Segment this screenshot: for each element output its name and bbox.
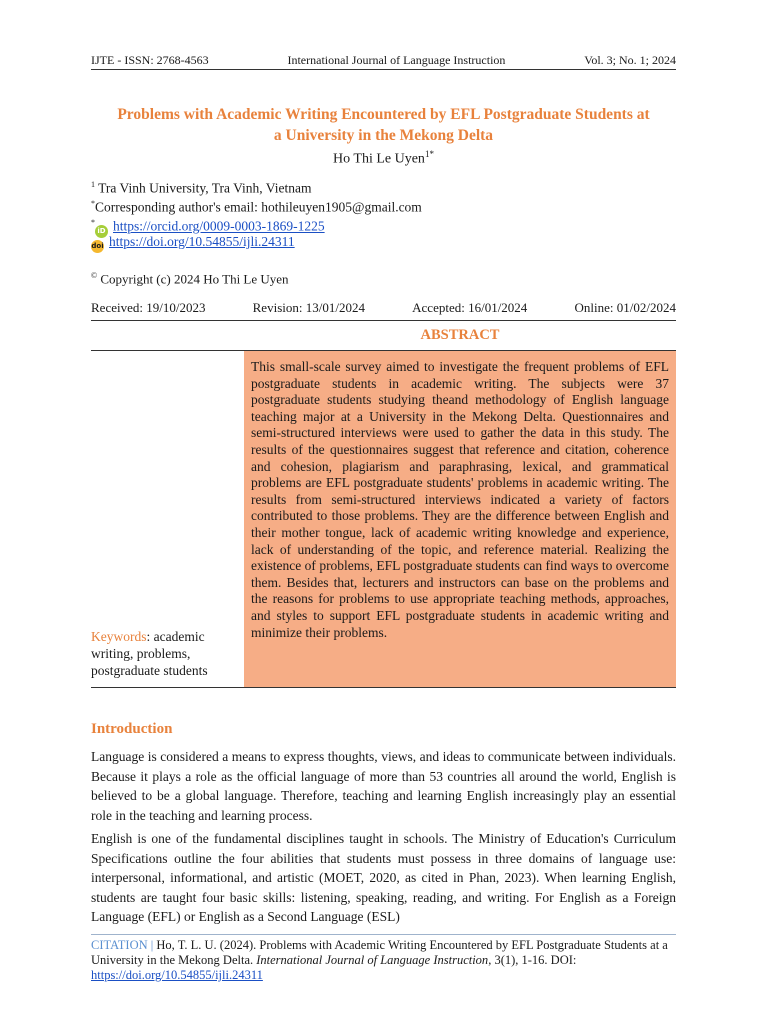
orcid-sup: * xyxy=(91,218,95,227)
date-revision: Revision: 13/01/2024 xyxy=(252,300,365,315)
date-online: Online: 01/02/2024 xyxy=(574,300,676,315)
corresponding-sup: * xyxy=(91,199,95,208)
keywords-text: : academic writing, problems, postgraduate students xyxy=(91,629,208,678)
title-line-2: a University in the Mekong Delta xyxy=(273,127,494,144)
paper-title xyxy=(91,104,676,146)
abstract-body: This small-scale survey aimed to investigate the frequent problems of EFL postgraduate students in academic writing. The subjects were 37 postgraduate students studying theand methodology of English language teaching major at a University in the Mekong Delta. Questionnaires and semi-structured interviews were used to gather the data in this study. The results of the questionnaires suggest that reference and citation, coherence and cohesion, plagiarism and paraphrasing, lexical, and grammatical problems are EFL postgraduate students' problems in academic writing. The results from semi-structured interviews indicated a variety of factors contributed to those problems. They are the difference between English and their mother tongue, lack of academic writing knowledge and experience, lack of understanding of the topic, and reference material. Realizing the existence of problems, EFL postgraduate students can find ways to overcome them. Besides that, lecturers and instructors can base on the problems and the reasons for problems to use appropriate teaching methods, approaches, and styles to support EFL postgraduate students in academic writing and minimize their problems. xyxy=(244,351,676,687)
copyright-icon: © xyxy=(91,271,98,280)
citation-text: Ho, T. L. U. (2024). Problems with Academic Writing Encountered by EFL Postgraduate Students at a University in the Mekong Delta. xyxy=(91,938,668,967)
citation-label: CITATION | xyxy=(91,938,154,952)
affiliation-sup: 1 xyxy=(91,180,95,189)
citation-journal: International Journal of Language Instruction xyxy=(256,953,489,967)
citation-block xyxy=(91,938,676,983)
keywords-block xyxy=(91,628,236,679)
footer-divider xyxy=(91,934,676,935)
orcid-link[interactable]: https://orcid.org/0009-0003-1869-1225 xyxy=(113,218,325,234)
doi-line xyxy=(91,233,295,253)
orcid-icon: iD xyxy=(95,225,108,238)
corresponding-text: Corresponding author's email: hothileuyen1905@gmail.com xyxy=(95,199,422,215)
abstract-heading: ABSTRACT xyxy=(420,327,500,343)
citation-tail: , 3(1), 1-16. DOI: xyxy=(488,953,577,967)
header-issn: IJTE - ISSN: 2768-4563 xyxy=(91,52,209,67)
intro-paragraph-1: Language is considered a means to express thoughts, views, and ideas to communicate between individuals. Because it plays a role as the official language of more than 53 countries all around the world, English is believed to be a global language. Therefore, teaching and learning English increasingly play an essential role in the teaching and learning process. xyxy=(91,749,676,823)
date-received: Received: 19/10/2023 xyxy=(91,300,206,315)
running-header xyxy=(91,51,676,70)
introduction-heading: Introduction xyxy=(91,721,173,737)
copyright-text: Copyright (c) 2024 Ho Thi Le Uyen xyxy=(100,271,289,287)
header-journal: International Journal of Language Instruction xyxy=(287,52,506,67)
doi-link[interactable]: https://doi.org/10.54855/ijli.24311 xyxy=(109,234,295,249)
author-sup: 1* xyxy=(424,149,434,159)
intro-paragraph-2: English is one of the fundamental disciplines taught in schools. The Ministry of Education's Curriculum Specifications outline the four abilities that students must possess in three domains of language use: interpersonal, informational, and artistic (MOET, 2020, as cited in Phan, 2023). When learning English, students are taught four basic skills: listening, speaking, reading, and writing. For English as a Foreign Language (EFL) or English as a Second Language (ESL) xyxy=(91,831,676,924)
citation-doi-link[interactable]: https://doi.org/10.54855/ijli.24311 xyxy=(91,968,263,982)
dates-row xyxy=(91,298,676,321)
affiliation-text: Tra Vinh University, Tra Vinh, Vietnam xyxy=(98,180,312,196)
abstract-table xyxy=(91,350,676,688)
keywords-label: Keywords xyxy=(91,629,147,644)
doi-icon: doi xyxy=(91,240,104,253)
author-line xyxy=(91,149,676,168)
header-volume: Vol. 3; No. 1; 2024 xyxy=(584,52,676,67)
date-accepted: Accepted: 16/01/2024 xyxy=(412,300,528,315)
author-name: Ho Thi Le Uyen xyxy=(333,151,425,167)
copyright-line xyxy=(91,267,289,288)
title-line-1: Problems with Academic Writing Encountered by EFL Postgraduate Students at xyxy=(117,106,650,123)
